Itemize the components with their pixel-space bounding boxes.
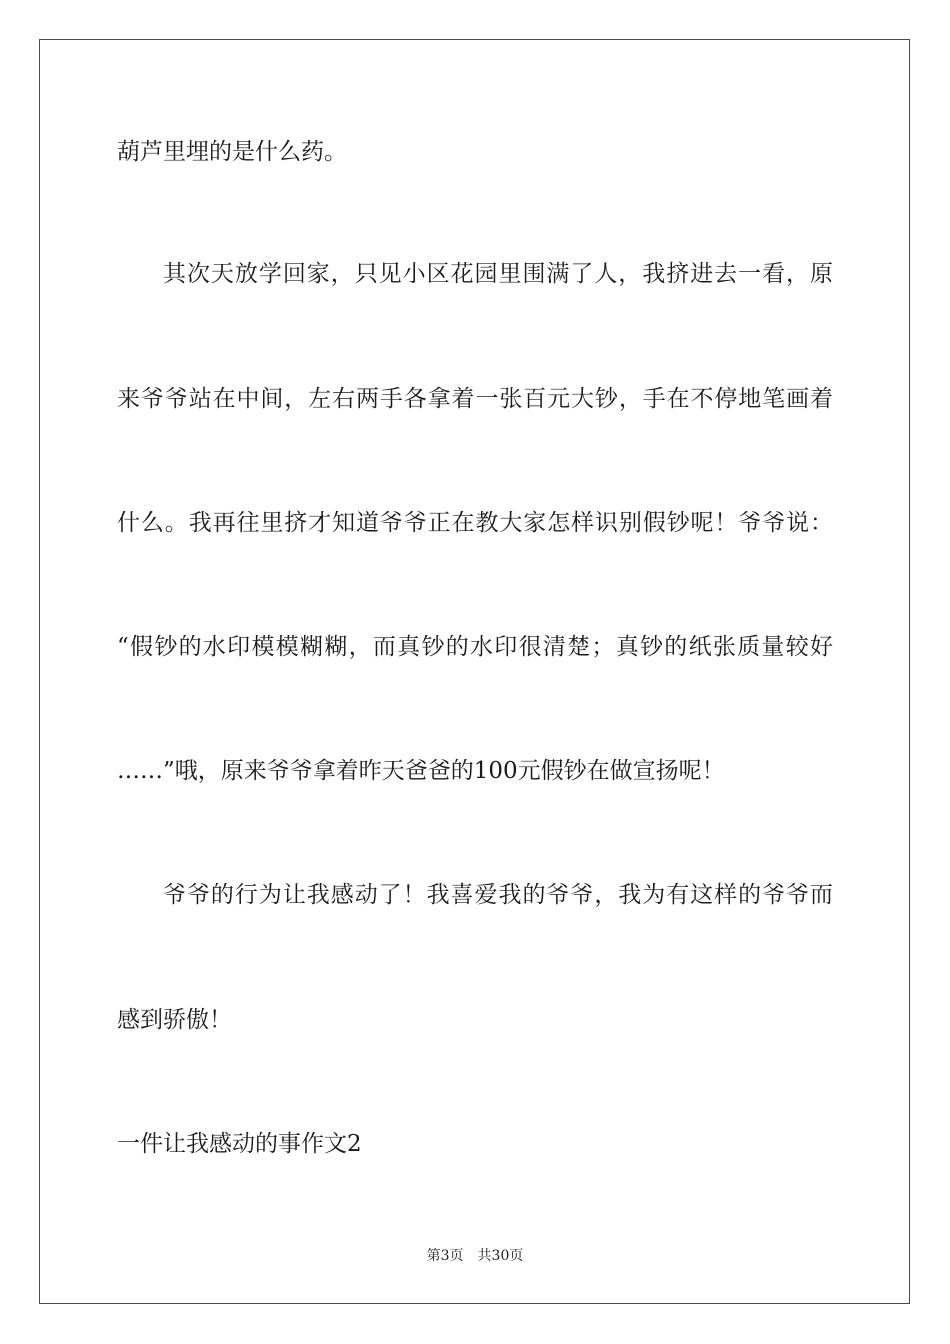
- page-border: [39, 39, 910, 1304]
- text-line-4: 什么。我再往里挤才知道爷爷正在教大家怎样识别假钞呢！爷爷说：: [117, 510, 833, 536]
- page-footer: [0, 1247, 950, 1265]
- text-line-8: 感到骄傲！: [117, 1007, 232, 1033]
- section-heading: 一件让我感动的事作文2: [117, 1131, 362, 1157]
- paragraph-start-line: 爷爷的行为让我感动了！我喜爱我的爷爷，我为有这样的爷爷而: [163, 882, 833, 908]
- text-line-6: ……”哦，原来爷爷拿着昨天爸爸的100元假钞在做宣扬呢！: [117, 758, 725, 784]
- page-number: 第3页: [426, 1248, 464, 1264]
- text-line-1: 葫芦里埋的是什么药。: [117, 139, 347, 165]
- page-total: 共30页: [477, 1248, 524, 1264]
- paragraph-start-line: 其次天放学回家，只见小区花园里围满了人，我挤进去一看，原: [163, 261, 833, 287]
- text-line-3: 来爷爷站在中间，左右两手各拿着一张百元大钞，手在不停地笔画着: [117, 386, 833, 412]
- text-line-5: “假钞的水印模模糊糊，而真钞的水印很清楚；真钞的纸张质量较好: [117, 634, 833, 660]
